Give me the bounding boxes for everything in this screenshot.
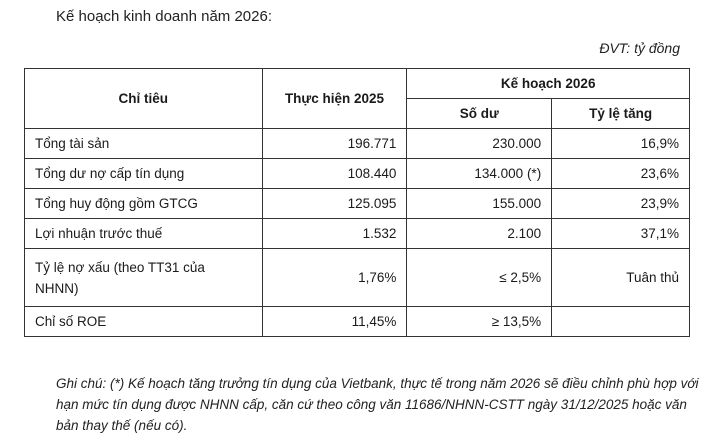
header-growth: Tỷ lệ tăng xyxy=(552,99,690,129)
table-row xyxy=(25,219,690,249)
row-growth: 23,9% xyxy=(552,189,690,219)
header-actual-2025: Thực hiện 2025 xyxy=(262,69,407,129)
row-plan: 134.000 (*) xyxy=(407,159,552,189)
table-row xyxy=(25,307,690,337)
row-plan: 230.000 xyxy=(407,129,552,159)
row-actual: 125.095 xyxy=(262,189,407,219)
row-label: Tổng huy động gồm GTCG xyxy=(25,189,263,219)
row-plan: 155.000 xyxy=(407,189,552,219)
footnote: Ghi chú: (*) Kế hoạch tăng trưởng tín dụng của Vietbank, thực tế trong năm 2026 sẽ điều chỉnh phù hợp với hạn mức tín dụng được NHNN cấp, căn cứ theo công văn 11686/NHNN-CSTT ngày 31/12/2025 hoặc văn bản thay thế (nếu có). xyxy=(56,376,699,433)
table-row xyxy=(25,129,690,159)
business-plan-table xyxy=(24,68,690,337)
table-row xyxy=(25,189,690,219)
row-label: Tổng dư nợ cấp tín dụng xyxy=(25,159,263,189)
row-growth xyxy=(552,307,690,337)
row-label: Chỉ số ROE xyxy=(25,307,263,337)
row-actual: 196.771 xyxy=(262,129,407,159)
table-row xyxy=(25,249,690,307)
row-plan: ≤ 2,5% xyxy=(407,249,552,307)
row-actual: 108.440 xyxy=(262,159,407,189)
row-actual: 1,76% xyxy=(262,249,407,307)
row-growth: 23,6% xyxy=(552,159,690,189)
row-label: Tổng tài sản xyxy=(25,129,263,159)
row-plan: 2.100 xyxy=(407,219,552,249)
header-plan-2026: Kế hoạch 2026 xyxy=(407,69,690,99)
row-label: Tỷ lệ nợ xấu (theo TT31 của NHNN) xyxy=(25,249,263,307)
row-growth: 16,9% xyxy=(552,129,690,159)
row-growth: Tuân thủ xyxy=(552,249,690,307)
row-growth: 37,1% xyxy=(552,219,690,249)
header-indicator: Chỉ tiêu xyxy=(25,69,263,129)
unit-label: ĐVT: tỷ đồng xyxy=(599,40,680,56)
row-actual: 1.532 xyxy=(262,219,407,249)
row-label: Lợi nhuận trước thuế xyxy=(25,219,263,249)
row-actual: 11,45% xyxy=(262,307,407,337)
row-plan: ≥ 13,5% xyxy=(407,307,552,337)
table-row xyxy=(25,159,690,189)
section-heading: Kế hoạch kinh doanh năm 2026: xyxy=(56,8,272,25)
header-balance: Số dư xyxy=(407,99,552,129)
